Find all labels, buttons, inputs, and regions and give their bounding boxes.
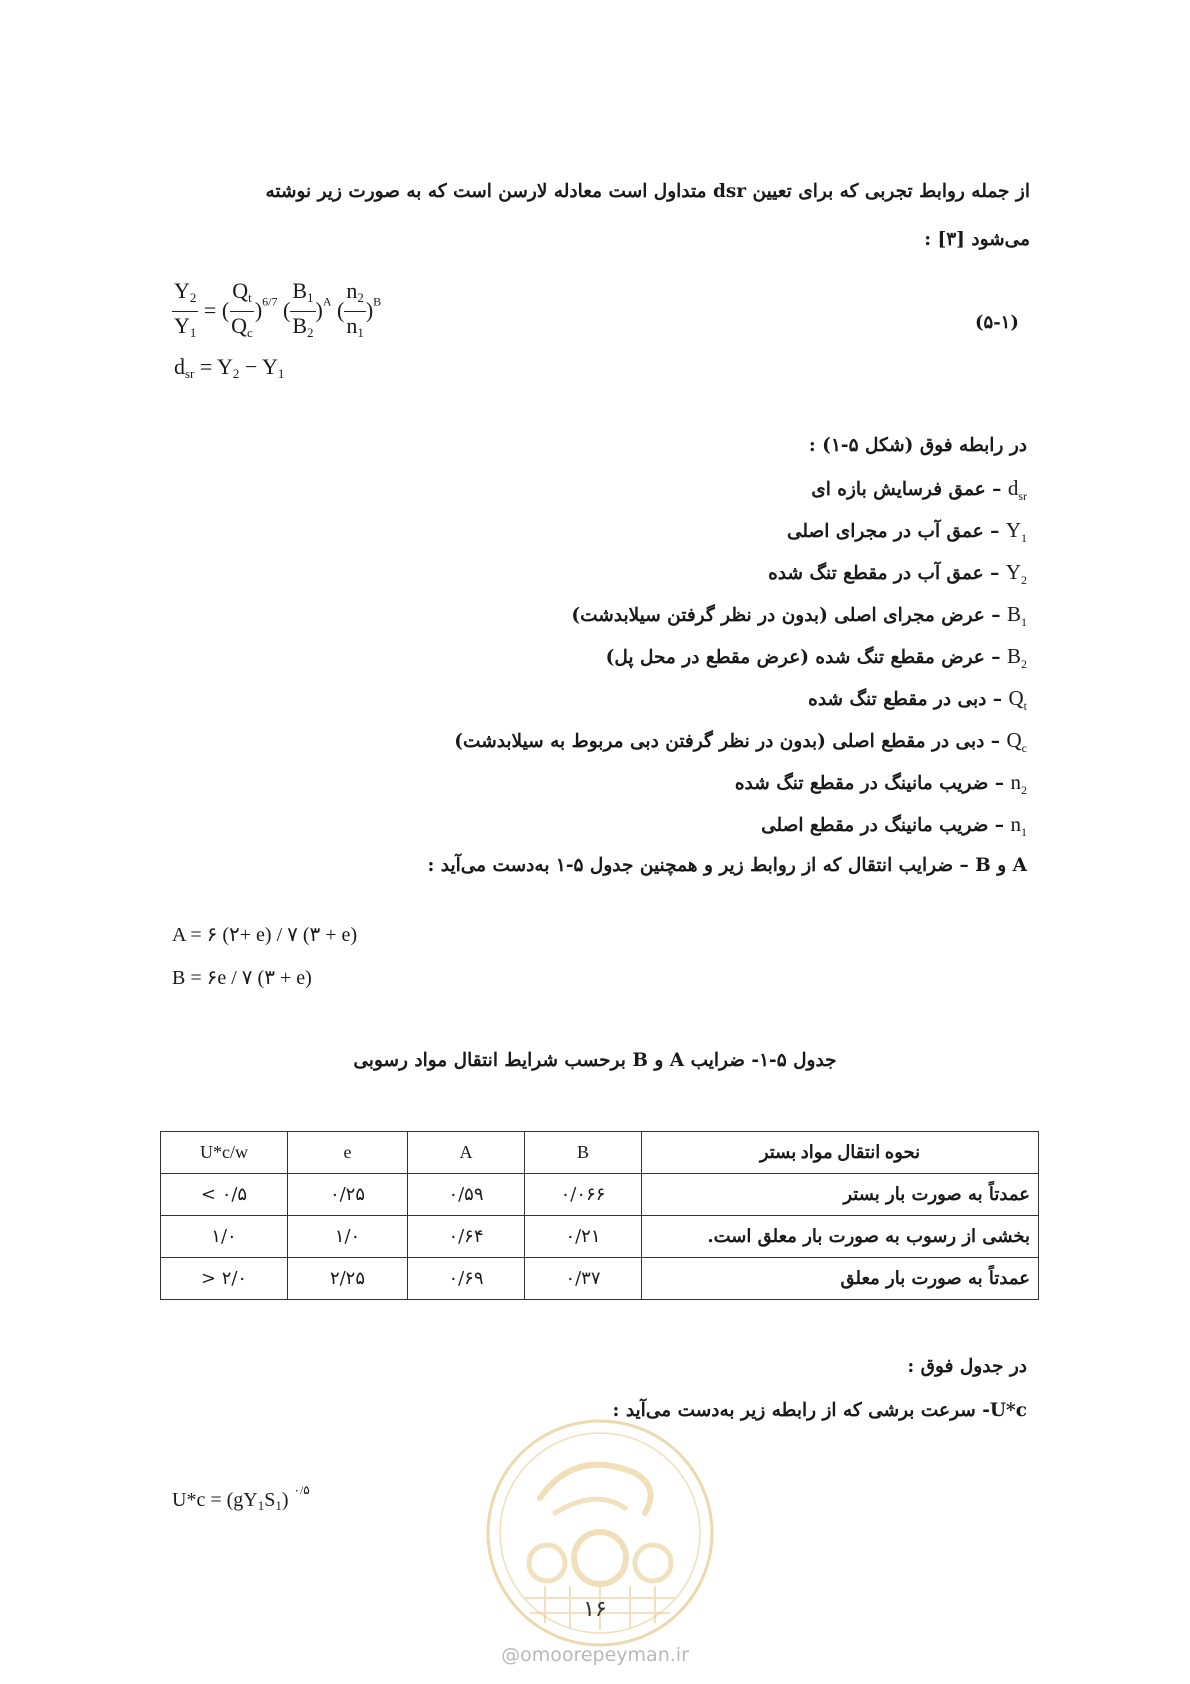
fraction-y2-y1: $\frac{Y_2}{Y_1}$ (174, 278, 197, 340)
cell-mode: عمدتاً به صورت بار بستر (642, 1174, 1039, 1216)
equation-number: (۵-۱) (975, 312, 1019, 333)
cell-ucw: > ۲/۰ (161, 1258, 288, 1300)
header-e: e (288, 1132, 408, 1174)
table-row (161, 1258, 1039, 1300)
fraction-b1-b2: $\frac{B_1}{B_2}$ (292, 278, 314, 340)
cell-b: ۰/۲۱ (525, 1216, 642, 1258)
coefficients-table (160, 1131, 1039, 1300)
definition-b1: $B_1$ – عرض مجرای اصلی (بدون در نظر گرفتن سیلابدشت) (571, 602, 1027, 629)
note-title: در جدول فوق : (907, 1356, 1027, 1377)
intro-line-1: از جمله روابط تجربی که برای تعیین dsr متداول است معادله لارسن است که به صورت زیر نوشته (265, 181, 1030, 202)
cell-mode: عمدتاً به صورت بار معلق (642, 1258, 1039, 1300)
ustar-formula: $U*c = (gY_1S_1)$ $^{۰/۵}$ (172, 1483, 310, 1513)
table-row (161, 1216, 1039, 1258)
note-ustar-definition: U*c- سرعت برشی که از رابطه زیر به‌دست می‌آید : (612, 1400, 1027, 1421)
formula-a: A = ۶ (۲+ e) / ۷ (۳ + e) (172, 924, 358, 946)
table-header-row (161, 1132, 1039, 1174)
definition-y2: $Y_2$ – عمق آب در مقطع تنگ شده (768, 560, 1027, 587)
watermark-site-text: @omoorepeyman.ir (501, 1644, 689, 1666)
equation-row-2: $d_{sr} = Y_2 - Y_1$ (174, 354, 285, 381)
cell-mode: بخشی از رسوب به صورت بار معلق است. (642, 1216, 1039, 1258)
cell-ucw: < ۰/۵ (161, 1174, 288, 1216)
equals-sign: = (203, 297, 217, 323)
definition-n1: $n_1$ – ضریب مانینگ در مقطع اصلی (761, 812, 1027, 839)
intro-paragraph (170, 168, 1030, 264)
cell-e: ۱/۰ (288, 1216, 408, 1258)
ustar-exponent: ۰/۵ (293, 1483, 310, 1497)
header-b: B (525, 1132, 642, 1174)
exponent-b: B (373, 294, 382, 309)
cell-a: ۰/۵۹ (408, 1174, 525, 1216)
definition-qc: $Q_c$ – دبی در مقطع اصلی (بدون در نظر گرفتن دبی مربوط به سیلابدشت) (454, 728, 1027, 755)
table-row (161, 1174, 1039, 1216)
definitions-list (167, 425, 1027, 887)
exponent-a: A (322, 294, 332, 309)
definition-b2: $B_2$ – عرض مقطع تنگ شده (عرض مقطع در محل پل) (605, 644, 1027, 671)
equation-row-1: $\frac{Y_2}{Y_1}$ = ( $\frac{Q_t}{Q_c}$ )$^{6/7}$ ( $\frac{B_1}{B_2}$ )$^A$ ( $\frac{n_2}{n_1}$ )$^B$ (172, 278, 381, 347)
cell-ucw: ۱/۰ (161, 1216, 288, 1258)
cell-a: ۰/۶۴ (408, 1216, 525, 1258)
cell-b: ۰/۰۶۶ (525, 1174, 642, 1216)
cell-e: ۰/۲۵ (288, 1174, 408, 1216)
definition-dsr: $d_{sr}$ – عمق فرسایش بازه ای (811, 476, 1027, 503)
fraction-qt-qc: $\frac{Q_t}{Q_c}$ (231, 278, 253, 340)
header-mode: نحوه انتقال مواد بستر (642, 1132, 1039, 1174)
cell-b: ۰/۳۷ (525, 1258, 642, 1300)
header-a: A (408, 1132, 525, 1174)
cell-e: ۲/۲۵ (288, 1258, 408, 1300)
definition-n2: $n_2$ – ضریب مانینگ در مقطع تنگ شده (734, 770, 1027, 797)
intro-line-2: می‌شود [۳] : (924, 229, 1030, 250)
cell-a: ۰/۶۹ (408, 1258, 525, 1300)
fraction-n2-n1: $\frac{n_2}{n_1}$ (346, 278, 364, 340)
definition-qt: $Q_t$ – دبی در مقطع تنگ شده (808, 686, 1027, 713)
table-caption: جدول ۵-۱- ضرایب A و B برحسب شرایط انتقال مواد رسوبی (353, 1050, 837, 1071)
definition-a-b: A و B – ضرایب انتقال که از روابط زیر و همچنین جدول ۵-۱ به‌دست می‌آید : (427, 855, 1027, 876)
page-number: ۱۶ (583, 1597, 607, 1622)
header-ucw: U*c/w (161, 1132, 288, 1174)
definition-y1: $Y_1$ – عمق آب در مجرای اصلی (786, 518, 1027, 545)
definitions-heading: در رابطه فوق (شکل ۵-۱) : (808, 435, 1027, 456)
exponent-6-7: 6/7 (262, 294, 278, 309)
formula-b: B = ۶e / ۷ (۳ + e) (172, 967, 312, 989)
larsen-equation (172, 278, 612, 381)
